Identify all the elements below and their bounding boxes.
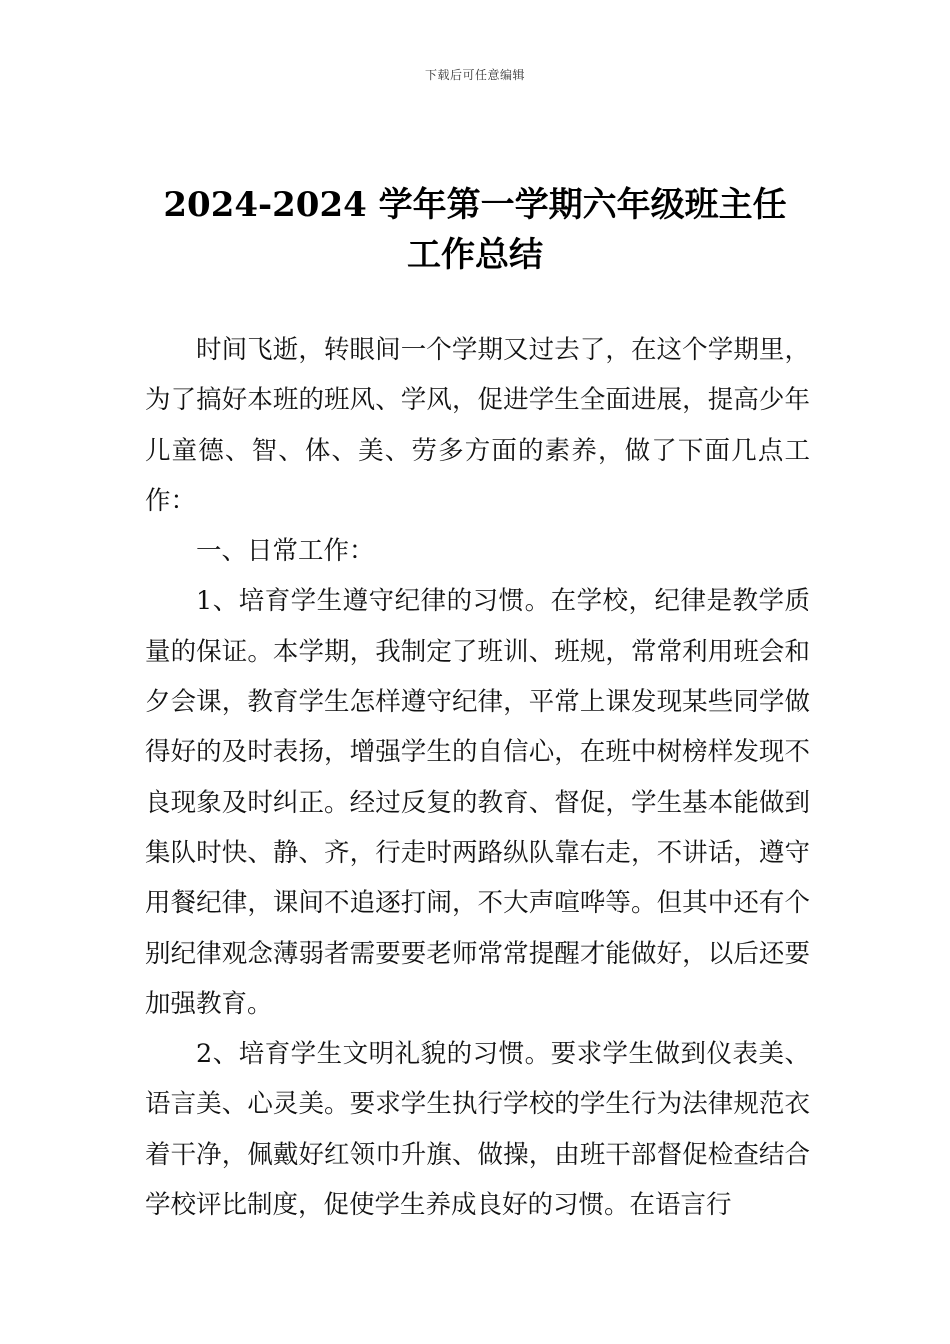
document-body xyxy=(145,325,810,1230)
title-line-2: 工作总结 xyxy=(407,235,543,275)
paragraph-courtesy: 2、培育学生文明礼貌的习惯。要求学生做到仪表美、语言美、心灵美。要求学生执行学校的学生行为法律规范衣着干净，佩戴好红领巾升旗、做操，由班干部督促检查结合学校评比制度，促使学生养成良好的习惯。在语言行 xyxy=(145,1039,810,1221)
title-line-1: 2024-2024 学年第一学期六年级班主任 xyxy=(163,185,787,225)
document-title xyxy=(140,180,810,280)
paragraph-intro: 时间飞逝，转眼间一个学期又过去了，在这个学期里，为了搞好本班的班风、学风，促进学生全面进展，提高少年儿童德、智、体、美、劳多方面的素养，做了下面几点工作： xyxy=(145,335,810,516)
section-heading-daily-work: 一、日常工作： xyxy=(196,536,375,567)
header-note: 下载后可任意编辑 xyxy=(424,68,525,82)
paragraph-discipline: 1、培育学生遵守纪律的习惯。在学校，纪律是教学质量的保证。本学期，我制定了班训、班规，常常利用班会和夕会课，教育学生怎样遵守纪律，平常上课发现某些同学做得好的及时表扬，增强学生的自信心，在班中树榜样发现不良现象及时纠正。经过反复的教育、督促，学生基本能做到集队时快、静、齐，行走时两路纵队靠右走，不讲话，遵守用餐纪律，课间不追逐打闹，不大声喧哗等。但其中还有个别纪律观念薄弱者需要要老师常常提醒才能做好，以后还要加强教育。 xyxy=(145,586,810,1019)
